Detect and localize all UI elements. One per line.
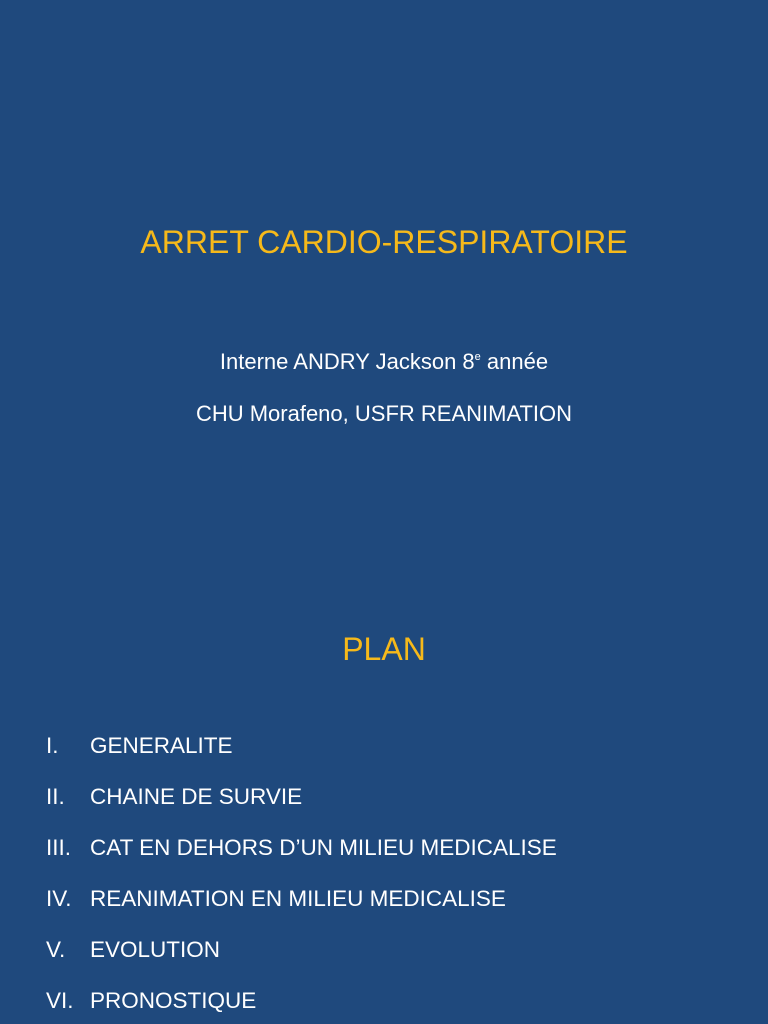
affiliation: CHU Morafeno, USFR REANIMATION [195, 401, 573, 426]
plan-item [46, 884, 557, 935]
plan-item-number: V. [46, 937, 66, 962]
plan-heading: PLAN [342, 631, 426, 667]
plan-item-number: III. [46, 835, 72, 860]
plan-item-number: II. [46, 784, 65, 809]
plan-item-number: IV. [46, 886, 72, 911]
plan-item [46, 986, 557, 1024]
plan-item-label: CHAINE DE SURVIE [90, 784, 303, 809]
plan-item-label: PRONOSTIQUE [90, 988, 257, 1013]
author-line [0, 348, 768, 376]
plan-item [46, 731, 557, 782]
author-superscript: e [474, 351, 481, 363]
plan-list [46, 731, 557, 1024]
plan-item-label: CAT EN DEHORS D’UN MILIEU MEDICALISE [90, 835, 557, 860]
plan-item-number: VI. [46, 988, 74, 1013]
plan-item-label: EVOLUTION [90, 937, 221, 962]
plan-item [46, 935, 557, 986]
plan-item-label: REANIMATION EN MILIEU MEDICALISE [90, 886, 506, 911]
plan-item-number: I. [46, 733, 59, 758]
author-year: année [480, 349, 549, 374]
plan-item [46, 782, 557, 833]
author-name: Interne ANDRY Jackson 8 [219, 349, 475, 374]
plan-item-label: GENERALITE [90, 733, 233, 758]
slide-title: ARRET CARDIO-RESPIRATOIRE [140, 224, 628, 260]
plan-item [46, 833, 557, 884]
